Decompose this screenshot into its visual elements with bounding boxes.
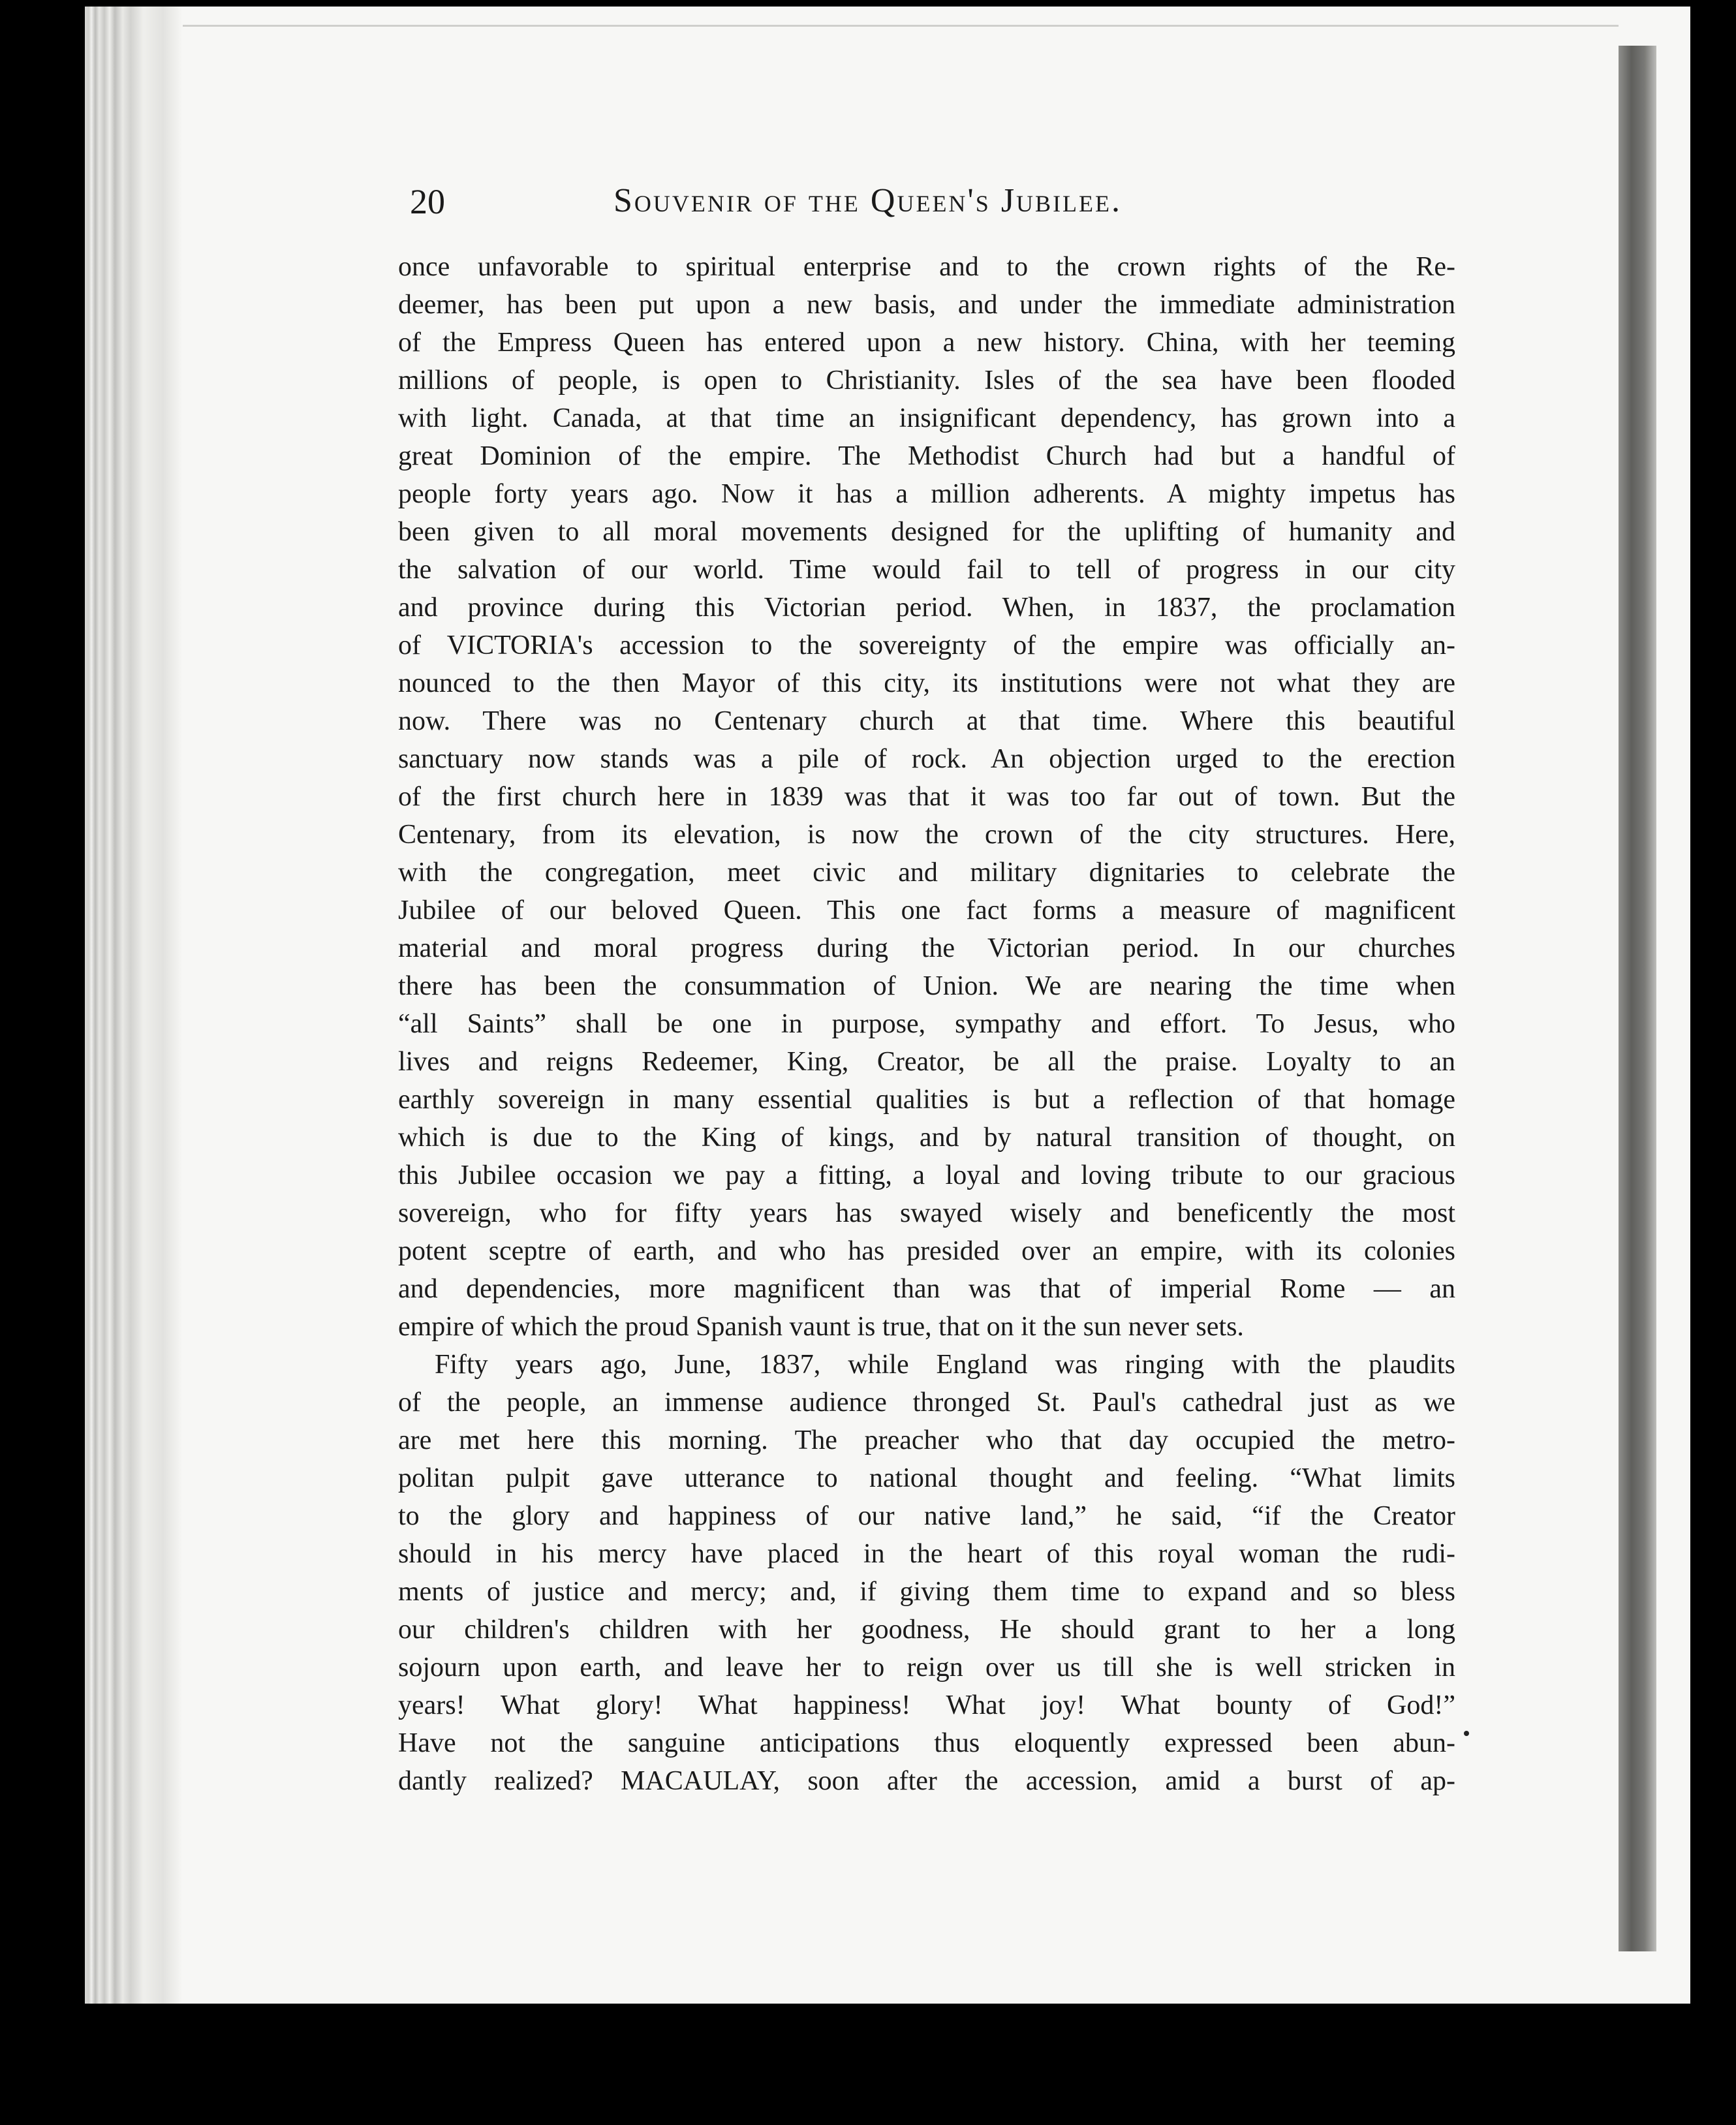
- text-line: once unfavorable to spiritual enterprise and to the crown rights of the Re-: [398, 252, 1455, 282]
- running-head: Souvenir of the Queen's Jubilee.: [613, 182, 1123, 219]
- text-line: sovereign, who for fifty years has swayed wisely and beneficently the most: [398, 1198, 1455, 1228]
- text-line: empire of which the proud Spanish vaunt is true, that on it the sun never sets.: [398, 1312, 1244, 1342]
- text-line: Fifty years ago, June, 1837, while England was ringing with the plaudits: [435, 1350, 1455, 1380]
- book-page: [398, 176, 1455, 1800]
- paragraph: [398, 248, 1455, 1346]
- text-line: earthly sovereign in many essential qualities is but a reflection of that homage: [398, 1085, 1455, 1115]
- text-line: of the first church here in 1839 was that it was too far out of town. But the: [398, 782, 1455, 812]
- text-line: and dependencies, more magnificent than was that of imperial Rome — an: [398, 1274, 1455, 1304]
- text-line: nounced to the then Mayor of this city, its institutions were not what they are: [398, 668, 1455, 698]
- text-line: should in his mercy have placed in the heart of this royal woman the rudi-: [398, 1539, 1455, 1569]
- text-line: are met here this morning. The preacher who that day occupied the metro-: [398, 1425, 1455, 1455]
- book-page-edges-left: [85, 7, 183, 2004]
- text-line: and province during this Victorian period. When, in 1837, the proclamation: [398, 593, 1455, 623]
- paragraph: [398, 1346, 1455, 1800]
- text-line: millions of people, is open to Christianity. Isles of the sea have been flooded: [398, 365, 1455, 396]
- text-line: sojourn upon earth, and leave her to reign over us till she is well stricken in: [398, 1652, 1455, 1683]
- text-line: with the congregation, meet civic and military dignitaries to celebrate the: [398, 858, 1455, 888]
- page-header: [398, 176, 1455, 248]
- text-line: of the people, an immense audience thronged St. Paul's cathedral just as we: [398, 1388, 1455, 1418]
- text-line: this Jubilee occasion we pay a fitting, a loyal and loving tribute to our gracious: [398, 1160, 1455, 1190]
- text-line: ments of justice and mercy; and, if giving them time to expand and so bless: [398, 1577, 1455, 1607]
- text-line: now. There was no Centenary church at that time. Where this beautiful: [398, 706, 1455, 736]
- text-line: great Dominion of the empire. The Methodist Church had but a handful of: [398, 441, 1455, 471]
- text-line: material and moral progress during the Victorian period. In our churches: [398, 933, 1455, 963]
- book-binding-edge-right: [1619, 46, 1656, 1951]
- text-line: been given to all moral movements designed for the uplifting of humanity and: [398, 517, 1455, 547]
- text-line: with light. Canada, at that time an insignificant dependency, has grown into a: [398, 403, 1455, 433]
- text-line: years! What glory! What happiness! What joy! What bounty of God!”: [398, 1690, 1455, 1720]
- text-line: politan pulpit gave utterance to national thought and feeling. “What limits: [398, 1463, 1455, 1493]
- text-line: lives and reigns Redeemer, King, Creator, be all the praise. Loyalty to an: [398, 1047, 1455, 1077]
- text-line: dantly realized? MACAULAY, soon after the accession, amid a burst of ap-: [398, 1766, 1455, 1796]
- page-top-edge: [183, 25, 1619, 27]
- text-line: “all Saints” shall be one in purpose, sympathy and effort. To Jesus, who: [398, 1009, 1455, 1039]
- text-line: of the Empress Queen has entered upon a new history. China, with her teeming: [398, 328, 1455, 358]
- text-line: potent sceptre of earth, and who has presided over an empire, with its colonies: [398, 1236, 1455, 1266]
- body-text: [398, 248, 1455, 1800]
- print-speck: [1464, 1731, 1469, 1736]
- text-line: to the glory and happiness of our native land,” he said, “if the Creator: [398, 1501, 1455, 1531]
- text-line: the salvation of our world. Time would fail to tell of progress in our city: [398, 555, 1455, 585]
- text-line: Jubilee of our beloved Queen. This one fact forms a measure of magnificent: [398, 895, 1455, 925]
- text-line: Centenary, from its elevation, is now the crown of the city structures. Here,: [398, 820, 1455, 850]
- text-line: Have not the sanguine anticipations thus eloquently expressed been abun-: [398, 1728, 1455, 1758]
- text-line: of VICTORIA's accession to the sovereignty of the empire was officially an-: [398, 630, 1455, 660]
- text-line: there has been the consummation of Union. We are nearing the time when: [398, 971, 1455, 1001]
- text-line: our children's children with her goodness, He should grant to her a long: [398, 1615, 1455, 1645]
- text-line: deemer, has been put upon a new basis, and under the immediate administration: [398, 290, 1455, 320]
- text-line: which is due to the King of kings, and by natural transition of thought, on: [398, 1123, 1455, 1153]
- text-line: people forty years ago. Now it has a million adherents. A mighty impetus has: [398, 479, 1455, 509]
- page-number: 20: [410, 182, 445, 221]
- text-line: sanctuary now stands was a pile of rock. An objection urged to the erection: [398, 744, 1455, 774]
